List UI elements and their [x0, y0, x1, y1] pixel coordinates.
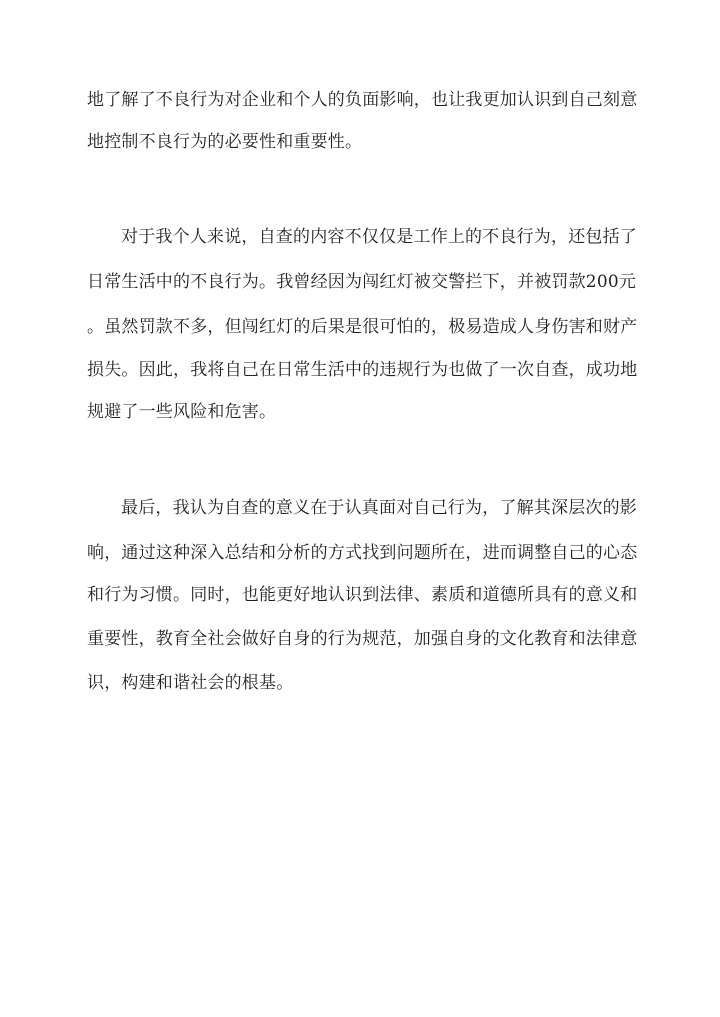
paragraph-2-line-3: 。虽然罚款不多，但闯红灯的后果是很可怕的，极易造成人身伤害和财产 — [87, 317, 638, 337]
paragraph-3-line-1: 最后，我认为自查的意义在于认真面对自己行为，了解其深层次的影 — [121, 498, 637, 518]
paragraph-3-line-4: 重要性，教育全社会做好自身的行为规范，加强自身的文化教育和法律意 — [87, 629, 638, 649]
paragraph-2-line-1: 对于我个人来说，自查的内容不仅仅是工作上的不良行为，还包括了 — [121, 227, 637, 247]
paragraph-3-line-2: 响，通过这种深入总结和分析的方式找到问题所在，进而调整自己的心态 — [87, 543, 638, 563]
paragraph-3-line-3: 和行为习惯。同时，也能更好地认识到法律、素质和道德所具有的意义和 — [87, 585, 638, 605]
paragraph-2-line-4: 损失。因此，我将自己在日常生活中的违规行为也做了一次自查，成功地 — [87, 360, 638, 380]
paragraph-2-line-5: 规避了一些风险和危害。 — [87, 402, 277, 422]
paragraph-1-line-1: 地了解了不良行为对企业和个人的负面影响，也让我更加认识到自己刻意 — [87, 90, 638, 110]
paragraph-3-line-5: 识，构建和谐社会的根基。 — [87, 673, 294, 693]
paragraph-1-line-2: 地控制不良行为的必要性和重要性。 — [87, 132, 363, 152]
paragraph-2-line-2: 日常生活中的不良行为。我曾经因为闯红灯被交警拦下，并被罚款200元 — [87, 272, 637, 292]
